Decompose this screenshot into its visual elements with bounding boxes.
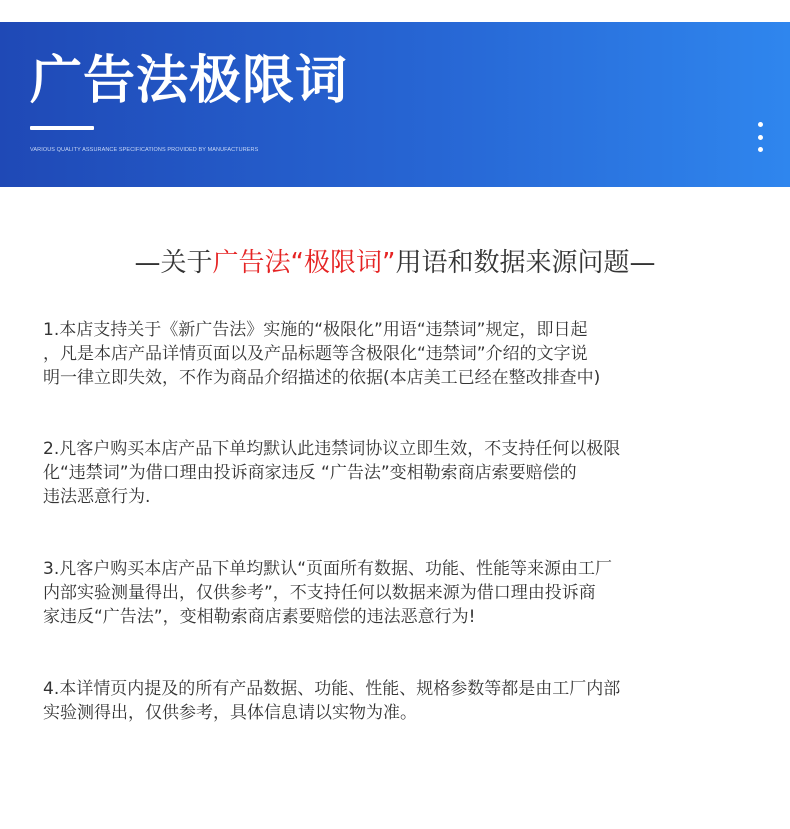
paragraph-line: 内部实验测量得出，仅供参考”，不支持任何以数据来源为借口理由投诉商 — [43, 583, 596, 603]
banner-subtitle: VARIOUS QUALITY ASSURANCE SPECIFICATIONS PROVIDED BY MANUFACTURERS — [30, 147, 259, 153]
page-title: 广告法极限词 — [30, 51, 349, 111]
heading-suffix: 用语和数据来源问题— — [395, 248, 656, 278]
paragraph-line: 化“违禁词”为借口理由投诉商家违反 “广告法”变相勒索商店索要赔偿的 — [43, 463, 577, 483]
header-banner — [0, 22, 790, 187]
notice-paragraph-4 — [43, 677, 733, 725]
paragraph-line: 违法恶意行为. — [43, 487, 151, 507]
heading-highlight: 广告法“极限词” — [212, 248, 396, 278]
paragraph-line: 4.本详情页内提及的所有产品数据、功能、性能、规格参数等都是由工厂内部 — [43, 679, 621, 699]
paragraph-line: 3.凡客户购买本店产品下单均默认“页面所有数据、功能、性能等来源由工厂 — [43, 559, 613, 579]
paragraph-line: ，凡是本店产品详情页面以及产品标题等含极限化“违禁词”介绍的文字说 — [43, 344, 588, 364]
notice-paragraph-1 — [43, 318, 733, 390]
title-underline — [30, 126, 94, 130]
paragraph-line: 1.本店支持关于《新广告法》实施的“极限化”用语“违禁词”规定，即日起 — [43, 320, 588, 340]
paragraph-line: 明一律立即失效，不作为商品介绍描述的依据(本店美工已经在整改排查中) — [43, 368, 601, 388]
paragraph-line: 家违反“广告法”，变相勒索商店素要赔偿的违法恶意行为! — [43, 607, 476, 627]
paragraph-line: 2.凡客户购买本店产品下单均默认此违禁词协议立即生效，不支持任何以极限 — [43, 439, 621, 459]
paragraph-line: 实验测得出，仅供参考，具体信息请以实物为准。 — [43, 703, 417, 723]
more-vertical-icon[interactable] — [757, 122, 763, 152]
notice-paragraph-3 — [43, 557, 733, 629]
section-heading — [0, 243, 790, 283]
notice-paragraph-2 — [43, 437, 733, 509]
heading-prefix: —关于 — [134, 248, 213, 278]
